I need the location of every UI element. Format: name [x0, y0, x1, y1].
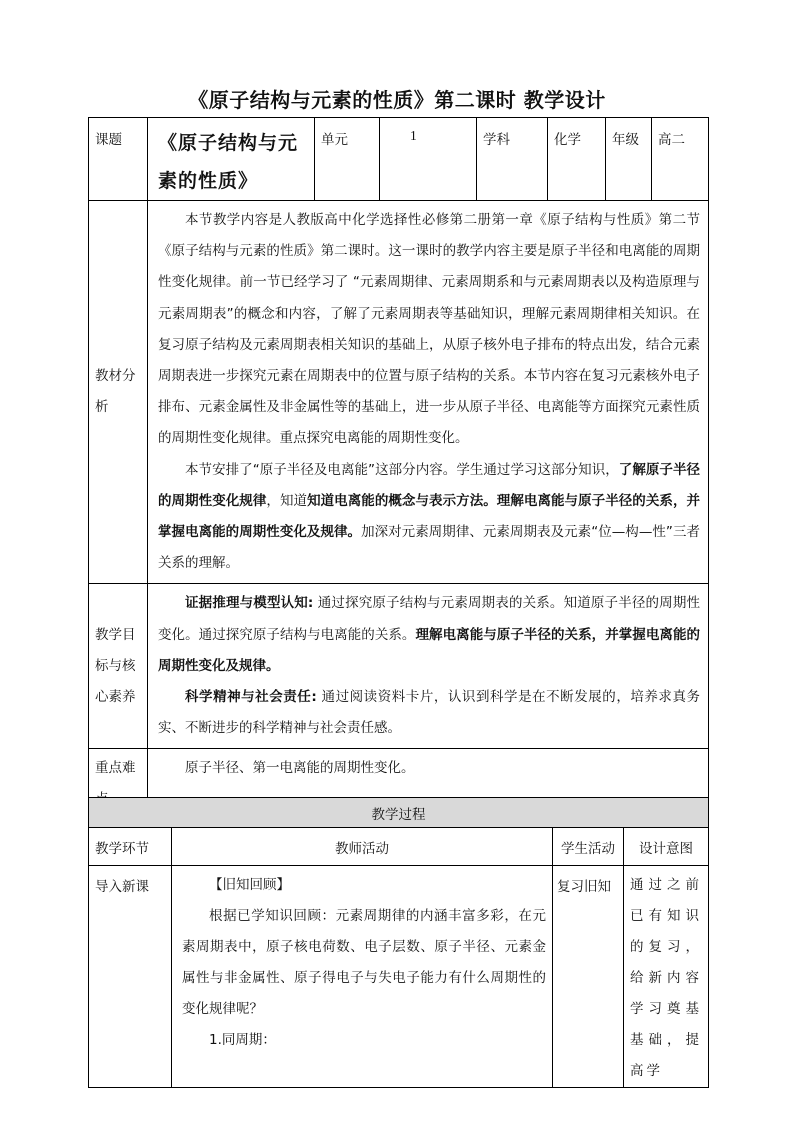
analysis-content: [148, 201, 709, 584]
student-activity: 复习旧知: [553, 866, 624, 1088]
grade-value: 高二: [652, 118, 709, 201]
review-item-1: 1.同周期：: [209, 1032, 276, 1048]
keypoints-content: 原子半径、第一电离能的周期性变化。: [148, 749, 709, 816]
col-teacher: 教师活动: [172, 828, 553, 866]
subject-value: 化学: [548, 118, 606, 201]
grade-label: 年级: [606, 118, 652, 201]
unit-label: 单元: [315, 118, 380, 201]
goal-2: 科学精神与社会责任: 通过阅读资料卡片，认识到科学是在不断发展的，培养求真务实、不断进步的科学精神与社会责任感。: [158, 689, 700, 737]
lesson-info-table: [88, 117, 709, 816]
goals-content: [148, 584, 709, 749]
goals-label: 教学目标与核心素养: [89, 584, 148, 749]
process-header: 教学过程: [89, 798, 709, 828]
design-intent: 通过之前已有知识的复习，给新内容学习奠基基础，提高学: [624, 866, 709, 1088]
topic-value: 《原子结构与元素的性质》: [148, 118, 315, 201]
keypoints-label: 重点难: [89, 749, 148, 816]
review-heading: 【旧知回顾】: [209, 877, 290, 893]
unit-value: 1: [380, 118, 477, 201]
teaching-process-table: [88, 797, 709, 1088]
analysis-paragraph-1: 本节教学内容是人教版高中化学选择性必修第二册第一章《原子结构与性质》第二节《原子结构与元素的性质》第二课时。这一课时的教学内容主要是原子半径和电离能的周期性变化规律。前一节已经学习了 “元素周期律、元素周期系和与元素周期表以及构造原理与元素周期表”的概念和内容，了解了元素周期表等基础知识，理解元素周期律相关知识。在复习原子结构及元素周期表相关知识的基础上，从原子核外电子排布的特点出发，结合元素周期表进一步探究元素在周期表中的位置与原子结构的关系。本节内容在复习元素核外电子排布、元素金属性及非金属性等的基础上，进一步从原子半径、电离能等方面探究元素性质的周期性变化规律。重点探究电离能的周期性变化。: [158, 212, 700, 447]
analysis-label: 教材分析: [89, 201, 148, 584]
review-paragraph: 根据已学知识回顾：元素周期律的内涵丰富多彩，在元素周期表中，原子核电荷数、电子层数、原子半径、元素金属性与非金属性、原子得电子与失电子能力有什么周期性的变化规律呢？: [182, 908, 546, 1017]
goal-1: 证据推理与模型认知: 通过探究原子结构与元素周期表的关系。知道原子半径的周期性变化。通过探究原子结构与电离能的关系。理解电离能与原子半径的关系，并掌握电离能的周期性变化及规律。: [158, 595, 701, 674]
col-student: 学生活动: [553, 828, 624, 866]
page-title: 《原子结构与元素的性质》第二课时 教学设计: [188, 88, 606, 112]
col-stage: 教学环节: [89, 828, 172, 866]
teacher-activity: [172, 866, 553, 1088]
stage-intro: 导入新课: [89, 866, 172, 1088]
subject-label: 学科: [477, 118, 548, 201]
analysis-paragraph-2: 本节安排了“原子半径及电离能”这部分内容。学生通过学习这部分知识，了解原子半径的周期性变化规律，知道知道电离能的概念与表示方法。理解电离能与原子半径的关系，并掌握电离能的周期性变化及规律。加深对元素周期律、元素周期表及元素“位—构—性”三者关系的理解。: [158, 461, 701, 572]
topic-label: 课题: [89, 118, 148, 201]
col-intent: 设计意图: [624, 828, 709, 866]
